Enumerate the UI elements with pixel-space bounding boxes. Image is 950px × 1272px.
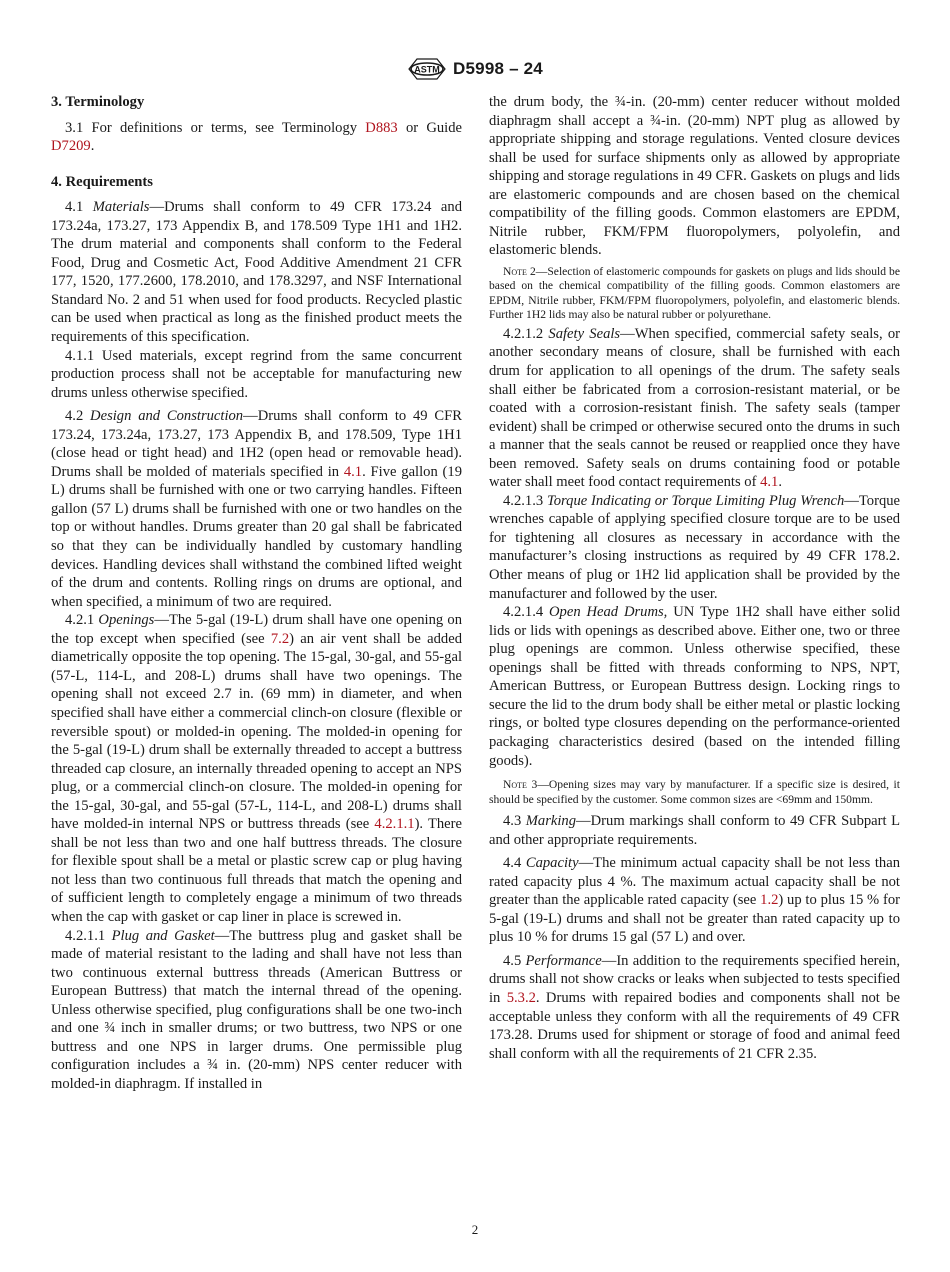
- paragraph-4-2: 4.2 Design and Construction—Drums shall conform to 49 CFR 173.24, 173.24a, 173.27, 173 Appendix B, and 178.509, Type 1H1 (close head or tight head) and 1H2 (open head or removable head). Drums shall be molded of materials specified in 4.1. Five gallon (19 L) drums shall be furnished with one or two carrying handles. Fifteen gallon (57 L) drums shall be furnished with one or two handles on the top or without handles. Drums greater than 20 gal shall be fabricated so that they can be individually handled by customary handling devices. Handling devices shall withstand the combined lifted weight of the drum and contents. Rolling rings on drums are optional, and when specified, a minimum of two are required.: [51, 408, 462, 610]
- section-3-heading: 3. Terminology: [51, 94, 145, 110]
- link-5-3-2[interactable]: 5.3.2: [506, 989, 536, 1006]
- paragraph-4-1: 4.1 Materials—Drums shall conform to 49 CFR 173.24 and 173.24a, 173.27, 173 Appendix B, and 178.509 Type 1H1 and 1H2. The drum material and components shall conform to the Federal Food, Drug and Cosmetic Act, Food Additive Amendment 21 CFR 177, 1520, 177.2600, 178.2010, and 178.3297, and NSF International Standard No. 2 and 51 when used for food products. Recycled plastic can be used when practical as long as the finished product meets the requirements of this specification.: [51, 199, 462, 346]
- right-column: [489, 93, 900, 1063]
- paragraph-4-4: 4.4 Capacity—The minimum actual capacity shall be not less than rated capacity plus 4 %. The maximum actual capacity shall be not greater than the applicable rated capacity (see 1.2) up to plus 15 % for 5-gal (19-L) drums and shall not be greater than rated capacity up to plus 10 % for drums 15 gal (57 L) and over.: [489, 855, 901, 946]
- page-number: 2: [471, 1222, 479, 1237]
- paragraph-4-3: 4.3 Marking—Drum markings shall conform to 49 CFR Subpart L and other appropriate requirements.: [489, 813, 900, 848]
- paragraph-4-2-1-2: 4.2.1.2 Safety Seals—When specified, commercial safety seals, or another secondary means of closure, shall be furnished with each drum for application to all openings of the drum. The safety seals shall either be fabricated from a corrosion-resistant material, or be coated with a corrosion-resistant finish. The safety seals (tamper evident) shall be crimped or otherwise secured onto the drums in such a manner that the seals cannot be reused or reapplied once they have been removed. Safety seals on drums containing food or potable water shall meet food contact requirements of 4.1.: [489, 325, 901, 491]
- paragraph-4-2-1-3: 4.2.1.3 Torque Indicating or Torque Limiting Plug Wrench—Torque wrenches capable of applying specified closure torque are to be used for tightening all closures as necessary in accordance with the manufacturer’s closing instructions as required by 49 CFR 178.2. Other means of plug or 1H2 lid application shall be provided by the manufacturer and followed by the user.: [489, 492, 901, 602]
- link-4-1-safety[interactable]: 4.1: [760, 474, 779, 491]
- standard-designation: D5998 – 24: [453, 59, 543, 78]
- paragraph-4-2-1-1: 4.2.1.1 Plug and Gasket—The buttress plug and gasket shall be made of material resistant to the lading and shall have not less than two continuous external buttress threads (American Buttress or European Buttress) that match the internal thread of the opening. Unless otherwise specified, plug configurations shall be one two-inch and one ¾ inch in smaller drums; or two buttress, two NPS or one buttress and one NPS in larger drums. One permissible plug configuration includes a ¾ in. (20-mm) NPS center reducer with molded-in diaphragm. If installed in: [51, 927, 462, 1092]
- link-4-2-1-1[interactable]: 4.2.1.1: [374, 816, 415, 833]
- link-d883[interactable]: D883: [365, 119, 398, 136]
- note-2: Note 2—Selection of elastomeric compounds for gaskets on plugs and lids should be based on the chemical compatibility of the filling goods. Common elastomers are EPDM, Nitrile rubber, FKM/FPM fluoropolymers, polyolefin, and elastomeric blends. Further 1H2 lids may also be natural rubber or polyurethane.: [489, 264, 900, 322]
- astm-logo-text: ASTM: [414, 64, 440, 75]
- left-column: [51, 93, 462, 1093]
- paragraph-4-1-1: 4.1.1 Used materials, except regrind from the same concurrent production process shall not be acceptable for manufacturing new drums unless otherwise specified.: [51, 347, 462, 401]
- paragraph-4-2-1-4: 4.2.1.4 Open Head Drums, UN Type 1H2 shall have either solid lids or lids with openings as described above. Either one, two or three plug openings are common. Unless otherwise specified, these openings shall be fitted with threads conforming to NPS, NPT, American Buttress, or European Buttress design. Locking rings to secure the lid to the drum body shall be either metal or plastic locking rings, or bolted type closures depending on the performance-oriented packaging characteristics desired (based on the intended filling goods).: [489, 604, 900, 769]
- link-d7209[interactable]: D7209: [51, 138, 91, 155]
- astm-logo-icon: [407, 57, 447, 81]
- paragraph-4-2-1-1-continued: the drum body, the ¾-in. (20-mm) center reducer without molded diaphragm shall accept a ¾-in. (20-mm) NPT plug as allowed by appropriate shipping and storage regulations. Vented closure devices shall be used for surface shipments only as allowed by appropriate shipping and storage regulations in 49 CFR. Gaskets on plugs and lids are elastomeric compounds and are chosen based on the chemical compatibility of the filling goods. Common elastomers are EPDM, Nitrile rubber, FKM/FPM fluoropolymers, polyolefin, and elastomeric blends.: [489, 94, 900, 259]
- page-header: [0, 56, 950, 82]
- paragraph-3-1: 3.1 For definitions or terms, see Terminology D883 or Guide D7209.: [51, 119, 462, 155]
- link-1-2[interactable]: 1.2: [760, 892, 779, 909]
- link-4-1[interactable]: 4.1: [343, 463, 363, 480]
- note-3: Note 3—Opening sizes may vary by manufacturer. If a specific size is desired, it should be specified by the customer. Some common sizes are <69mm and 150mm.: [489, 778, 901, 806]
- link-7-2[interactable]: 7.2: [270, 630, 290, 647]
- section-4-heading: 4. Requirements: [51, 173, 153, 190]
- paragraph-4-2-1: 4.2.1 Openings—The 5-gal (19-L) drum shall have one opening on the top except when specified (see 7.2) an air vent shall be added diametrically opposite the top opening. The 15-gal, 30-gal, and 55-gal (57-L, 114-L, and 208-L) drums shall have two openings. The opening shall not exceed 2.7 in. (69 mm) in diameter, and when specified shall have either a commercial clinch-on closure (flexible or reversible spout) or molded-in opening. The molded-in opening for the 5-gal (19-L) drum shall be externally threaded to accept a buttress threaded cap closure, an internally threaded opening to accept an NPS plug, or a commercial clinch-on closure. The molded-in opening for the 15-gal, 30-gal, and 55-gal (57-L, 114-L, and 208-L) drums shall have molded-in internal NPS or buttress threads (see 4.2.1.1). There shall be not less than two and one half buttress threads. The closure for flexible spout shall be a metal or plastic screw cap or plug having not less than two continuous full threads that match the opening and of sufficient length to completely engage a minimum of two threads when the cap with gasket or cap liner in place is screwed in.: [51, 612, 463, 925]
- paragraph-4-5: 4.5 Performance—In addition to the requirements specified herein, drums shall not show cracks or leaks when subjected to tests specified in 5.3.2. Drums with repaired bodies and components shall not be acceptable unless they conform with all the requirements of 49 CFR 173.28. Drums used for shipment or storage of food and animal feed shall conform with all the requirements of 21 CFR 2.35.: [489, 952, 901, 1062]
